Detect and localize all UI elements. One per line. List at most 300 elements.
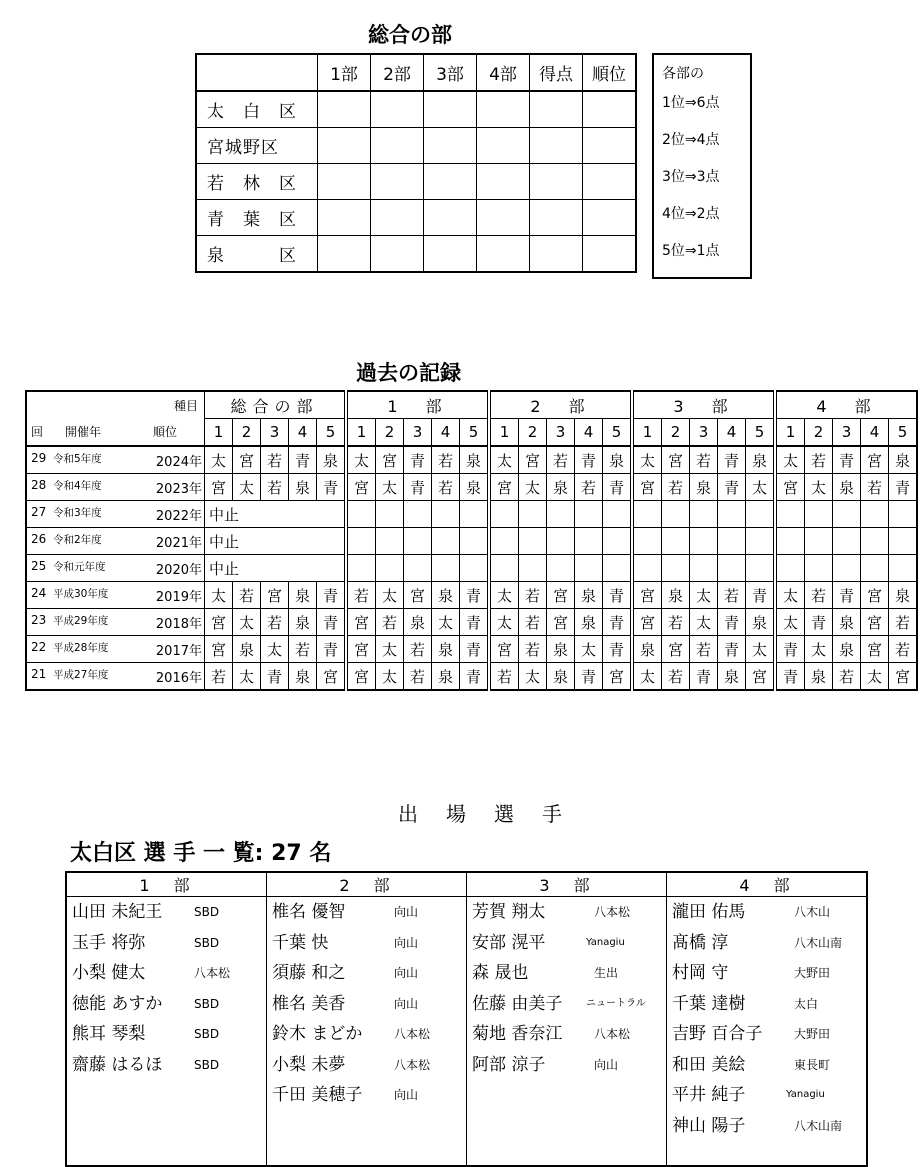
player-affiliation: 八木山南 (794, 1118, 843, 1133)
overall-col-header: 順位 (583, 54, 637, 91)
result-cell: 青 (603, 636, 633, 663)
round-number: 25 (31, 558, 47, 573)
western-year: 2021年 (155, 535, 202, 551)
empty-cell (861, 501, 889, 528)
empty-cell (690, 501, 718, 528)
record-label (26, 555, 205, 582)
record-row (26, 636, 917, 663)
player-name: 平井 純子 (672, 1085, 746, 1105)
player-name: 森 晟也 (472, 963, 529, 983)
score-cell (424, 236, 477, 273)
player-affiliation: SBD (194, 1027, 220, 1041)
western-year: 2016年 (155, 670, 202, 686)
division-column (467, 897, 667, 1167)
empty-cell (575, 555, 603, 582)
points-box (652, 53, 752, 279)
overall-header-row (196, 54, 636, 91)
result-cell: 泉 (460, 474, 490, 501)
player-name: 鈴木 まどか (272, 1024, 363, 1044)
records-table (25, 390, 918, 691)
result-cell: 泉 (833, 609, 861, 636)
result-cell: 若 (519, 636, 547, 663)
rank-header: 1 (489, 419, 519, 447)
player-affiliation: 八木山 (794, 905, 831, 919)
result-cell: 泉 (603, 446, 633, 474)
result-cell: 若 (718, 582, 746, 609)
era-year: 平成27年度 (53, 668, 109, 681)
player-entry (672, 989, 866, 1020)
player-entry (672, 928, 866, 959)
player-affiliation: 太白 (794, 996, 819, 1011)
overall-title: 総合の部 (368, 23, 452, 47)
result-cell: 太 (805, 474, 833, 501)
result-cell: 若 (547, 446, 575, 474)
overall-col-header: 得点 (530, 54, 583, 91)
result-cell: 青 (460, 636, 490, 663)
district-label: 泉 区 (196, 236, 318, 273)
rank-header: 5 (603, 419, 633, 447)
players-body-row (66, 897, 867, 1167)
score-cell (583, 91, 637, 128)
result-cell: 宮 (346, 636, 376, 663)
rank-header: 5 (317, 419, 347, 447)
result-cell: 青 (575, 446, 603, 474)
empty-cell (775, 555, 805, 582)
player-affiliation: 八本松 (594, 905, 631, 919)
section-header: 1 部 (346, 391, 489, 419)
result-cell: 青 (460, 582, 490, 609)
score-cell (424, 164, 477, 200)
player-entry (72, 928, 266, 959)
overall-col-header: 4部 (477, 54, 530, 91)
result-cell: 宮 (775, 474, 805, 501)
player-affiliation: 向山 (394, 935, 419, 950)
division-column (667, 897, 868, 1167)
result-cell: 太 (233, 663, 261, 691)
district-label: 若 林 区 (196, 164, 318, 200)
overall-row (196, 128, 636, 164)
empty-cell (805, 501, 833, 528)
result-cell: 太 (690, 582, 718, 609)
empty-cell (404, 555, 432, 582)
rank-header: 2 (662, 419, 690, 447)
empty-cell (519, 555, 547, 582)
points-line: 3位⇒3点 (662, 169, 720, 185)
empty-cell (746, 528, 776, 555)
record-row (26, 501, 917, 528)
result-cell: 宮 (603, 663, 633, 691)
player-name: 須藤 和之 (272, 963, 346, 983)
player-entry (272, 989, 466, 1020)
result-cell: 若 (889, 609, 918, 636)
district-title: 太白区 選 手 一 覧: 27 名 (70, 841, 332, 866)
western-year: 2019年 (155, 589, 202, 605)
player-affiliation: 八本松 (594, 1027, 631, 1041)
western-year: 2018年 (155, 616, 202, 632)
result-cell: 太 (775, 582, 805, 609)
rank-header: 2 (519, 419, 547, 447)
record-label (26, 446, 205, 474)
result-cell: 青 (833, 582, 861, 609)
empty-cell (833, 555, 861, 582)
result-cell: 泉 (547, 474, 575, 501)
players-header-row (66, 872, 867, 897)
result-cell: 泉 (833, 636, 861, 663)
player-affiliation: 向山 (394, 996, 419, 1011)
player-affiliation: 向山 (394, 966, 419, 980)
cancelled-cell: 中止 (205, 555, 347, 582)
result-cell: 太 (775, 609, 805, 636)
result-cell: 泉 (432, 636, 460, 663)
record-label (26, 609, 205, 636)
result-cell: 若 (376, 609, 404, 636)
result-cell: 太 (632, 446, 662, 474)
district-label: 青 葉 区 (196, 200, 318, 236)
result-cell: 宮 (489, 636, 519, 663)
empty-cell (432, 555, 460, 582)
result-cell: 太 (519, 474, 547, 501)
division-header: 4 部 (667, 872, 868, 897)
empty-cell (775, 501, 805, 528)
round-number: 22 (31, 639, 47, 654)
result-cell: 若 (889, 636, 918, 663)
record-row (26, 582, 917, 609)
result-cell: 若 (233, 582, 261, 609)
district-label: 宮城野区 (196, 128, 318, 164)
score-cell (583, 200, 637, 236)
rank-header: 5 (460, 419, 490, 447)
section-header: 4 部 (775, 391, 917, 419)
player-affiliation: 八本松 (394, 1027, 431, 1041)
empty-cell (547, 555, 575, 582)
result-cell: 青 (317, 474, 347, 501)
player-name: 小梨 未夢 (272, 1054, 346, 1075)
player-name: 椎名 優智 (272, 902, 346, 922)
result-cell: 若 (404, 663, 432, 691)
result-cell: 若 (261, 609, 289, 636)
empty-cell (632, 555, 662, 582)
records-header-ranks (26, 419, 917, 447)
overall-row (196, 200, 636, 236)
overall-table (195, 53, 637, 273)
result-cell: 若 (432, 474, 460, 501)
result-cell: 若 (575, 474, 603, 501)
result-cell: 太 (261, 636, 289, 663)
empty-cell (432, 528, 460, 555)
result-cell: 太 (861, 663, 889, 691)
empty-cell (460, 528, 490, 555)
result-cell: 太 (575, 636, 603, 663)
player-entry (672, 1050, 866, 1081)
empty-cell (718, 528, 746, 555)
result-cell: 青 (575, 663, 603, 691)
empty-cell (519, 501, 547, 528)
records-title: 過去の記録 (356, 361, 461, 385)
result-cell: 青 (404, 474, 432, 501)
result-cell: 泉 (289, 582, 317, 609)
result-cell: 太 (233, 474, 261, 501)
player-affiliation: SBD (194, 935, 220, 950)
empty-cell (833, 501, 861, 528)
era-year: 令和3年度 (53, 506, 102, 519)
result-cell: 泉 (547, 636, 575, 663)
result-cell: 青 (690, 663, 718, 691)
western-year: 2017年 (155, 643, 202, 659)
result-cell: 太 (376, 636, 404, 663)
label-round-year-rank (26, 419, 205, 447)
result-cell: 宮 (632, 474, 662, 501)
player-affiliation: 向山 (594, 1057, 619, 1072)
player-name: 吉野 百合子 (672, 1024, 763, 1044)
result-cell: 青 (404, 446, 432, 474)
score-cell (530, 128, 583, 164)
player-name: 和田 美絵 (672, 1054, 746, 1075)
player-name: 徳能 あすか (72, 993, 163, 1014)
section-header: 3 部 (632, 391, 775, 419)
empty-cell (746, 501, 776, 528)
result-cell: 泉 (632, 636, 662, 663)
result-cell: 青 (289, 446, 317, 474)
empty-cell (632, 501, 662, 528)
result-cell: 泉 (404, 609, 432, 636)
empty-cell (690, 528, 718, 555)
result-cell: 泉 (662, 582, 690, 609)
result-cell: 宮 (261, 582, 289, 609)
player-affiliation: 大野田 (794, 1027, 831, 1041)
result-cell: 若 (205, 663, 233, 691)
player-name: 千葉 快 (272, 932, 329, 953)
western-year: 2023年 (155, 481, 202, 497)
score-cell (530, 164, 583, 200)
result-cell: 宮 (547, 582, 575, 609)
player-affiliation: 大野田 (794, 966, 831, 980)
record-label (26, 501, 205, 528)
rank-header: 4 (718, 419, 746, 447)
round-number: 24 (31, 585, 47, 600)
result-cell: 若 (833, 663, 861, 691)
record-row (26, 528, 917, 555)
empty-cell (662, 528, 690, 555)
empty-cell (603, 501, 633, 528)
player-affiliation: 八木山南 (794, 935, 843, 950)
result-cell: 太 (805, 636, 833, 663)
division-column (267, 897, 467, 1167)
result-cell: 若 (690, 446, 718, 474)
empty-cell (662, 501, 690, 528)
result-cell: 泉 (805, 663, 833, 691)
player-name: 齋藤 はるほ (72, 1054, 163, 1075)
rank-header: 3 (261, 419, 289, 447)
player-affiliation: Yanagiu (786, 1089, 825, 1100)
player-entry (472, 897, 666, 928)
records-header-sections (26, 391, 917, 419)
result-cell: 太 (746, 636, 776, 663)
cancelled-cell: 中止 (205, 501, 347, 528)
result-cell: 太 (233, 609, 261, 636)
score-cell (371, 164, 424, 200)
result-cell: 若 (432, 446, 460, 474)
rank-header: 1 (775, 419, 805, 447)
player-name: 安部 滉平 (472, 932, 546, 953)
empty-cell (805, 555, 833, 582)
record-label (26, 474, 205, 501)
empty-cell (632, 528, 662, 555)
result-cell: 若 (662, 663, 690, 691)
player-name: 山田 未紀王 (72, 902, 163, 922)
player-entry (472, 989, 666, 1020)
score-cell (371, 128, 424, 164)
empty-cell (718, 501, 746, 528)
era-year: 平成28年度 (53, 641, 109, 654)
district-label: 太 白 区 (196, 91, 318, 128)
player-name: 椎名 美香 (272, 993, 346, 1014)
result-cell: 青 (317, 609, 347, 636)
score-cell (477, 164, 530, 200)
player-name: 芳賀 翔太 (472, 902, 546, 922)
player-name: 熊耳 琴梨 (72, 1024, 146, 1044)
rank-header: 3 (547, 419, 575, 447)
score-cell (424, 128, 477, 164)
result-cell: 太 (632, 663, 662, 691)
result-cell: 宮 (519, 446, 547, 474)
result-cell: 泉 (690, 474, 718, 501)
result-cell: 泉 (547, 663, 575, 691)
result-cell: 若 (662, 609, 690, 636)
empty-cell (889, 501, 918, 528)
result-cell: 青 (603, 474, 633, 501)
empty-cell (861, 528, 889, 555)
result-cell: 青 (775, 636, 805, 663)
result-cell: 青 (460, 609, 490, 636)
result-cell: 青 (603, 582, 633, 609)
score-cell (583, 164, 637, 200)
western-year: 2022年 (155, 508, 202, 524)
score-cell (371, 236, 424, 273)
category-label: 種目 (173, 398, 198, 413)
points-line: 各部の (662, 66, 704, 82)
record-label (26, 528, 205, 555)
empty-cell (432, 501, 460, 528)
player-name: 髙橋 淳 (672, 932, 729, 953)
result-cell: 青 (805, 609, 833, 636)
rank-header: 3 (833, 419, 861, 447)
result-cell: 若 (805, 582, 833, 609)
empty-cell (746, 555, 776, 582)
rank-header: 4 (575, 419, 603, 447)
player-entry (472, 958, 666, 989)
empty-cell (376, 528, 404, 555)
score-cell (371, 91, 424, 128)
section-header: 2 部 (489, 391, 632, 419)
result-cell: 太 (346, 446, 376, 474)
result-cell: 若 (861, 474, 889, 501)
result-cell: 太 (746, 474, 776, 501)
result-cell: 太 (376, 474, 404, 501)
cancelled-cell: 中止 (205, 528, 347, 555)
empty-cell (519, 528, 547, 555)
empty-cell (547, 528, 575, 555)
empty-cell (489, 501, 519, 528)
score-cell (530, 236, 583, 273)
player-entry (272, 1080, 466, 1111)
rank-header: 2 (376, 419, 404, 447)
result-cell: 宮 (662, 636, 690, 663)
score-cell (530, 91, 583, 128)
round-number: 27 (31, 504, 47, 519)
empty-cell (690, 555, 718, 582)
result-cell: 宮 (404, 582, 432, 609)
rank-header: 5 (746, 419, 776, 447)
result-cell: 太 (376, 582, 404, 609)
player-affiliation: 八本松 (194, 966, 231, 980)
division-header: 3 部 (467, 872, 667, 897)
round-label: 回 (31, 425, 44, 440)
era-year: 令和2年度 (53, 533, 102, 546)
result-cell: 宮 (205, 609, 233, 636)
round-number: 26 (31, 531, 47, 546)
record-label (26, 636, 205, 663)
score-cell (477, 128, 530, 164)
result-cell: 泉 (289, 474, 317, 501)
points-line: 1位⇒6点 (662, 95, 720, 111)
empty-cell (662, 555, 690, 582)
result-cell: 宮 (662, 446, 690, 474)
western-year: 2020年 (155, 562, 202, 578)
division-header: 2 部 (267, 872, 467, 897)
points-line: 5位⇒1点 (662, 243, 720, 259)
score-cell (530, 200, 583, 236)
result-cell: 太 (432, 609, 460, 636)
score-cell (371, 200, 424, 236)
result-cell: 若 (489, 663, 519, 691)
player-entry (72, 989, 266, 1020)
round-number: 23 (31, 612, 47, 627)
score-cell (318, 200, 371, 236)
player-entry (72, 897, 266, 928)
result-cell: 宮 (346, 474, 376, 501)
score-cell (583, 128, 637, 164)
result-cell: 宮 (861, 446, 889, 474)
result-cell: 宮 (205, 474, 233, 501)
result-cell: 青 (718, 636, 746, 663)
rank-header: 4 (432, 419, 460, 447)
player-entry (472, 1019, 666, 1050)
player-name: 千田 美穂子 (272, 1085, 363, 1105)
section-header: 総合の部 (205, 391, 347, 419)
points-line: 4位⇒2点 (662, 206, 720, 222)
empty-cell (575, 501, 603, 528)
result-cell: 青 (317, 636, 347, 663)
era-year: 平成29年度 (53, 614, 109, 627)
player-entry (72, 958, 266, 989)
player-name: 菊地 香奈江 (472, 1024, 563, 1044)
empty-cell (460, 555, 490, 582)
result-cell: 宮 (317, 663, 347, 691)
label-category (26, 391, 205, 419)
result-cell: 泉 (889, 446, 918, 474)
result-cell: 青 (460, 663, 490, 691)
result-cell: 若 (404, 636, 432, 663)
result-cell: 太 (489, 609, 519, 636)
record-row (26, 609, 917, 636)
result-cell: 泉 (233, 636, 261, 663)
player-entry (472, 928, 666, 959)
empty-cell (833, 528, 861, 555)
result-cell: 泉 (746, 446, 776, 474)
record-row (26, 555, 917, 582)
result-cell: 青 (718, 609, 746, 636)
result-cell: 宮 (233, 446, 261, 474)
